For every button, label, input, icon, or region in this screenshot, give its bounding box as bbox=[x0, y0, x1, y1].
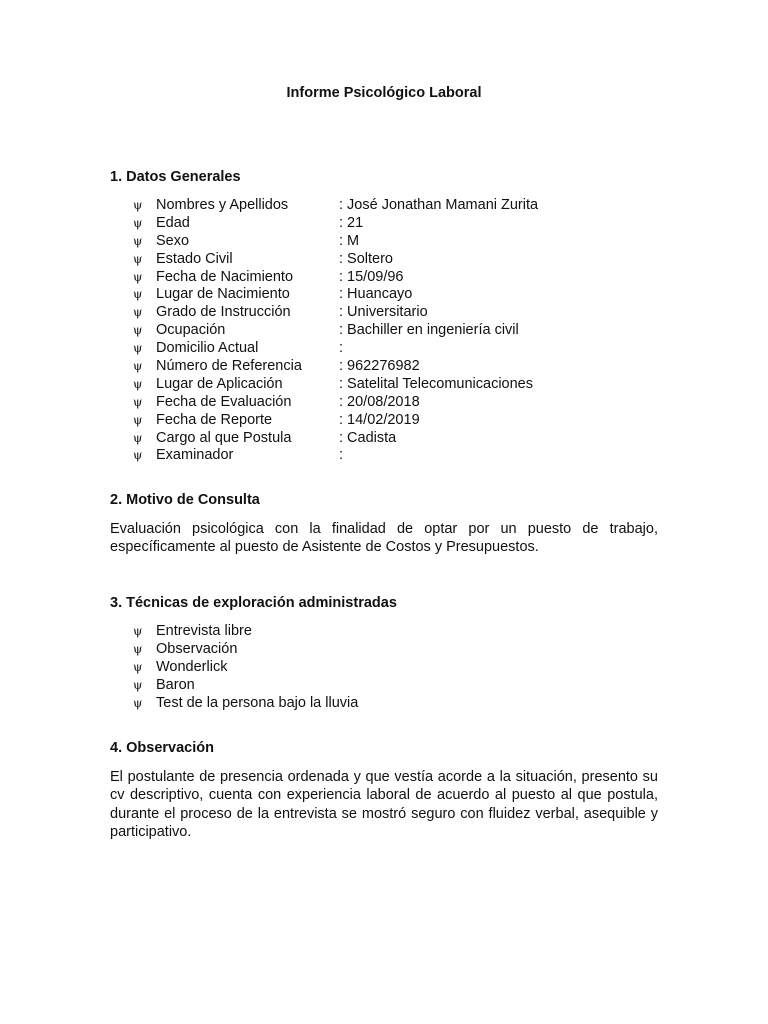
psi-bullet-icon: ψ bbox=[133, 269, 143, 284]
field-label: Estado Civil bbox=[156, 250, 233, 267]
psi-bullet-icon: ψ bbox=[133, 359, 143, 374]
field-label: Cargo al que Postula bbox=[156, 429, 292, 446]
section-heading-tecnicas: 3. Técnicas de exploración administradas bbox=[110, 595, 397, 611]
psi-bullet-icon: ψ bbox=[133, 430, 143, 445]
technique-label: Observación bbox=[156, 640, 238, 657]
technique-label: Baron bbox=[156, 676, 195, 693]
field-value: : Soltero bbox=[339, 250, 393, 267]
field-value: : 20/08/2018 bbox=[339, 393, 420, 410]
field-label: Fecha de Nacimiento bbox=[156, 268, 294, 285]
motivo-consulta-paragraph: Evaluación psicológica con la finalidad de optar por un puesto de trabajo, específicamente al puesto de Asistente de Costos y Presupuestos. bbox=[110, 521, 658, 556]
psi-bullet-icon: ψ bbox=[133, 305, 143, 320]
psi-bullet-icon: ψ bbox=[133, 341, 143, 356]
field-label: Edad bbox=[156, 214, 190, 231]
psi-bullet-icon: ψ bbox=[133, 641, 143, 656]
observacion-paragraph: El postulante de presencia ordenada y que vestía acorde a la situación, presento su cv descriptivo, cuenta con experiencia laboral de acuerdo al puesto al que postula, durante el proceso de la entrevista se mostró seguro con fluidez verbal, asequible y participativo. bbox=[110, 769, 658, 840]
document-title: Informe Psicológico Laboral bbox=[286, 85, 482, 101]
field-label: Fecha de Reporte bbox=[156, 411, 273, 428]
field-value: : Huancayo bbox=[339, 286, 413, 303]
technique-label: Entrevista libre bbox=[156, 623, 252, 639]
section-heading-observacion: 4. Observación bbox=[110, 740, 214, 756]
field-value: : 15/09/96 bbox=[339, 268, 404, 285]
psi-bullet-icon: ψ bbox=[133, 376, 143, 391]
psi-bullet-icon: ψ bbox=[133, 448, 143, 463]
psi-bullet-icon: ψ bbox=[133, 287, 143, 302]
field-label: Lugar de Aplicación bbox=[156, 375, 283, 392]
psi-bullet-icon: ψ bbox=[133, 233, 143, 248]
field-label: Fecha de Evaluación bbox=[156, 393, 292, 410]
field-value: : 14/02/2019 bbox=[339, 411, 420, 428]
psi-bullet-icon: ψ bbox=[133, 624, 143, 638]
psi-bullet-icon: ψ bbox=[133, 659, 143, 674]
technique-label: Wonderlick bbox=[156, 658, 228, 675]
field-label: Número de Referencia bbox=[156, 358, 302, 375]
field-value: : 21 bbox=[339, 214, 364, 231]
psi-bullet-icon: ψ bbox=[133, 677, 143, 692]
field-value: : bbox=[339, 447, 344, 464]
field-value: : 962276982 bbox=[339, 358, 420, 375]
section-heading-motivo-consulta: 2. Motivo de Consulta bbox=[110, 492, 260, 508]
psi-bullet-icon: ψ bbox=[133, 198, 143, 212]
field-label: Ocupación bbox=[156, 322, 226, 339]
section-heading-datos-generales: 1. Datos Generales bbox=[110, 169, 241, 185]
field-value: : José Jonathan Mamani Zurita bbox=[339, 197, 539, 213]
psi-bullet-icon: ψ bbox=[133, 412, 143, 427]
field-label: Sexo bbox=[156, 232, 190, 249]
technique-label: Test de la persona bajo la lluvia bbox=[156, 694, 359, 711]
field-label: Examinador bbox=[156, 447, 234, 464]
field-value: : Satelital Telecomunicaciones bbox=[339, 375, 533, 392]
psi-bullet-icon: ψ bbox=[133, 215, 143, 230]
field-label: Domicilio Actual bbox=[156, 340, 259, 357]
field-label: Grado de Instrucción bbox=[156, 304, 291, 321]
psi-bullet-icon: ψ bbox=[133, 251, 143, 266]
field-value: : bbox=[339, 340, 344, 357]
field-value: : Universitario bbox=[339, 304, 428, 321]
field-label: Nombres y Apellidos bbox=[156, 197, 289, 213]
field-value: : Bachiller en ingeniería civil bbox=[339, 322, 519, 339]
psi-bullet-icon: ψ bbox=[133, 695, 143, 710]
field-value: : M bbox=[339, 232, 360, 249]
psi-bullet-icon: ψ bbox=[133, 394, 143, 409]
field-value: : Cadista bbox=[339, 429, 397, 446]
psi-bullet-icon: ψ bbox=[133, 323, 143, 338]
field-label: Lugar de Nacimiento bbox=[156, 286, 290, 303]
